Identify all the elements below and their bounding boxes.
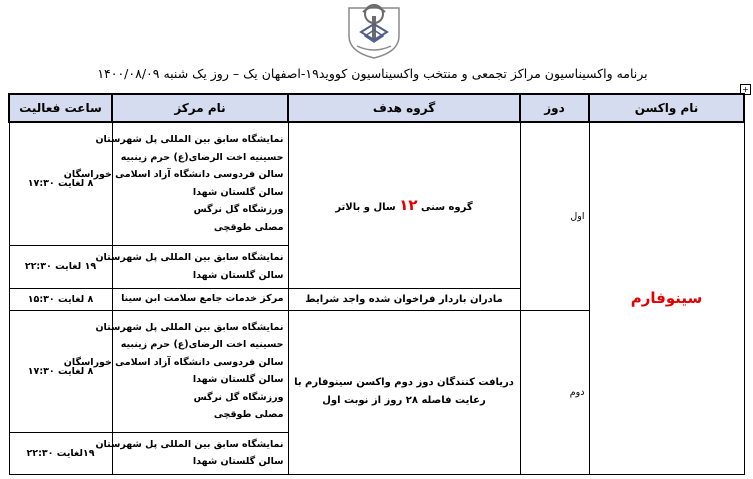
center-name: سالن گلستان شهدا	[192, 186, 284, 198]
center-name: نمایشگاه سابق بین المللی پل شهرستان	[95, 134, 284, 146]
hours-cell: ۸ لغایت ۱۷:۳۰	[9, 310, 112, 432]
center-name: سالن گلستان شهدا	[192, 456, 284, 467]
vaccination-schedule-table	[8, 93, 745, 475]
center-name: مصلی طوقچی	[213, 409, 284, 420]
center-name: سالن گلستان شهدا	[192, 269, 284, 281]
center-list-cell	[112, 288, 288, 310]
hours-cell: ۱۹لغایت ۲۲:۳۰	[9, 432, 112, 474]
center-name: سالن فردوسی دانشگاه آزاد اسلامی خوراسگان	[63, 169, 284, 181]
center-list-cell	[63, 122, 288, 245]
column-header-hours: ساعت فعالیت	[9, 94, 112, 122]
center-name: نمایشگاه سابق بین المللی پل شهرستان	[95, 252, 284, 263]
center-name: مصلی طوقچی	[213, 221, 284, 233]
center-name: حسینیه اخت الرضای(ع) حرم زینبیه	[120, 339, 284, 350]
second-dose-group-line1: دریافت کنندگان دوز دوم واکسن سینوفارم با	[294, 377, 514, 388]
center-name: سالن گلستان شهدا	[192, 374, 284, 385]
university-logo	[343, 2, 405, 60]
target-group-second-dose-cell	[288, 310, 520, 474]
age-group-number: ۱۲	[399, 196, 418, 215]
corner-mark-icon: +	[740, 84, 751, 95]
center-name: ورزشگاه گل نرگس	[193, 204, 284, 216]
column-header-vaccine: نام واکسن	[589, 94, 744, 122]
dose-second-cell: دوم	[520, 310, 589, 474]
hours-cell: ۸ لغایت ۱۷:۳۰	[9, 122, 112, 245]
center-list-cell	[95, 432, 288, 474]
hours-cell: ۸ لغایت ۱۵:۳۰	[9, 288, 112, 310]
center-name: مرکز خدمات جامع سلامت ابن سینا	[121, 293, 284, 305]
age-group-suffix: سال و بالاتر	[335, 202, 396, 214]
target-group-pregnant-cell: مادران باردار فراخوان شده واجد شرایط	[288, 288, 520, 310]
column-header-target-group: گروه هدف	[288, 94, 520, 122]
center-name: نمایشگاه سابق بین المللی پل شهرستان	[95, 438, 284, 450]
vaccine-name-cell: سینوفارم	[589, 122, 744, 474]
center-name: حسینیه اخت الرضای(ع) حرم زینبیه	[120, 151, 284, 163]
target-group-age-cell	[288, 122, 520, 288]
table-row	[9, 122, 744, 245]
age-group-prefix: گروه سنی	[421, 202, 473, 214]
column-header-center: نام مرکز	[112, 94, 288, 122]
dose-first-cell: اول	[520, 122, 589, 310]
column-header-dose: دوز	[520, 94, 589, 122]
hours-cell: ۱۹ لغایت ۲۲:۳۰	[9, 245, 112, 288]
table-header-row	[9, 94, 744, 122]
second-dose-group-line2: رعایت فاصله ۲۸ روز از نوبت اول	[322, 395, 486, 406]
center-name: سالن فردوسی دانشگاه آزاد اسلامی خوراسگان	[63, 356, 284, 368]
center-list-cell	[63, 310, 288, 432]
center-name: ورزشگاه گل نرگس	[193, 391, 284, 403]
center-list-cell	[95, 245, 288, 288]
center-name: نمایشگاه سابق بین المللی پل شهرستان	[95, 321, 284, 333]
page-title: برنامه واکسیناسیون مراکز تجمعی و منتخب واکسیناسیون کووید۱۹-اصفهان یک – روز یک شنبه ۱۴۰۰/۰۸/۰۹	[97, 66, 648, 81]
